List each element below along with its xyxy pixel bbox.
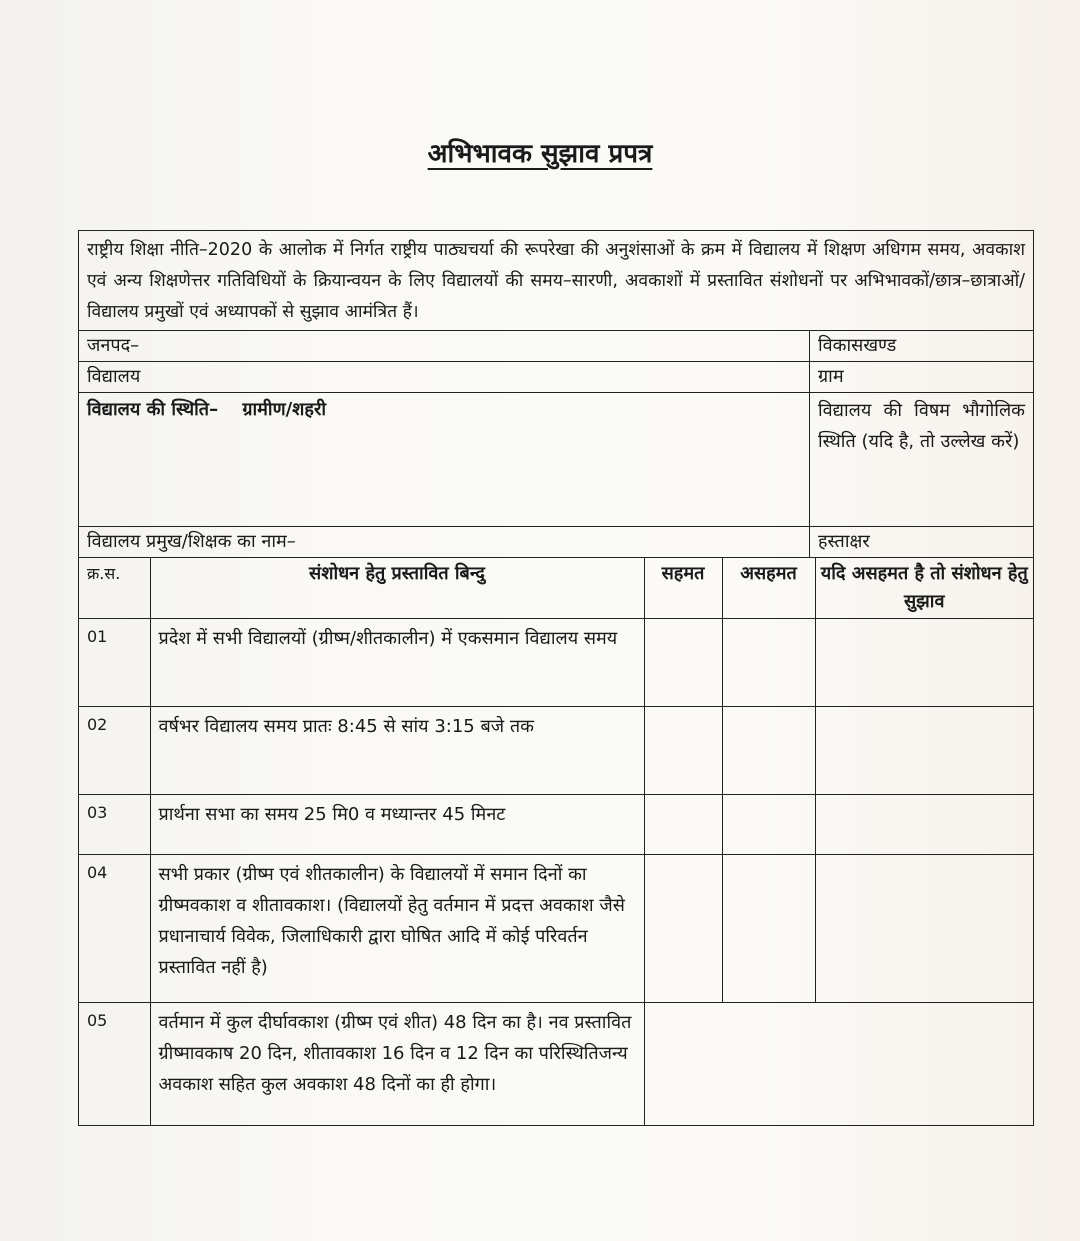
row-point: प्रार्थना सभा का समय 25 मि0 व मध्यान्तर 45 मिनट [150, 795, 644, 855]
row-point: वर्षभर विद्यालय समय प्रातः 8:45 से सांय 3:15 बजे तक [150, 707, 644, 795]
table-row [79, 795, 1033, 855]
school-field[interactable]: विद्यालय [79, 362, 810, 392]
agree-cell[interactable] [644, 855, 722, 1003]
points-table [79, 558, 1033, 1125]
school-status-options: ग्रामीण/शहरी [242, 399, 327, 420]
row-point: सभी प्रकार (ग्रीष्म एवं शीतकालीन) के विद्यालयों में समान दिनों का ग्रीष्मवकाश व शीतावकाश। (विद्यालयों हेतु वर्तमान में प्रदत्त अवकाश जैसे प्रधानाचार्य विवेक, जिलाधिकारी द्वारा घोषित आदि में कोई परिवर्तन प्रस्तावित नहीं है) [150, 855, 644, 1003]
suggestion-cell[interactable] [815, 707, 1033, 795]
table-row [79, 619, 1033, 707]
form-title: अभिभावक सुझाव प्रपत्र [427, 139, 653, 169]
head-name-field[interactable]: विद्यालय प्रमुख/शिक्षक का नाम– [79, 527, 810, 557]
intro-paragraph: राष्ट्रीय शिक्षा नीति–2020 के आलोक में निर्गत राष्ट्रीय पाठ्यचर्या की रूपरेखा की अनुशंसाओं के क्रम में विद्यालय में शिक्षण अधिगम समय, अवकाश एवं अन्य शिक्षणेत्तर गतिविधियों के क्रियान्वयन के लिए विद्यालयों की समय–सारणी, अवकाशों में प्रस्तावित संशोधनों पर अभिभावकों/छात्र–छात्राओं/विद्यालय प्रमुखों एवं अध्यापकों से सुझाव आमंत्रित हैं। [79, 231, 1033, 331]
row-sn: 05 [79, 1003, 150, 1125]
header-agree: सहमत [644, 558, 722, 619]
row-sn: 03 [79, 795, 150, 855]
header-disagree: असहमत [722, 558, 815, 619]
disagree-cell[interactable] [722, 619, 815, 707]
disagree-cell[interactable] [722, 855, 815, 1003]
row-point: वर्तमान में कुल दीर्घावकाश (ग्रीष्म एवं शीत) 48 दिन का है। नव प्रस्तावित ग्रीष्मावकाष 20 दिन, शीतावकाश 16 दिन व 12 दिन का परिस्थितिजन्य अवकाश सहित कुल अवकाश 48 दिनों का ही होगा। [150, 1003, 644, 1125]
table-row [79, 1003, 1033, 1125]
header-sn: क्र.स. [79, 558, 150, 619]
row-sn: 02 [79, 707, 150, 795]
header-point: संशोधन हेतु प्रस्तावित बिन्दु [150, 558, 644, 619]
row-sn: 04 [79, 855, 150, 1003]
header-suggestion: यदि असहमत है तो संशोधन हेतु सुझाव [815, 558, 1033, 619]
agree-cell[interactable] [644, 619, 722, 707]
district-row [79, 331, 1033, 362]
status-row [79, 393, 1033, 527]
agree-cell[interactable] [644, 707, 722, 795]
school-status-label: विद्यालय की स्थिति– [87, 399, 219, 420]
school-row [79, 362, 1033, 393]
suggestion-cell[interactable] [815, 1003, 1033, 1125]
signature-field[interactable]: हस्ताक्षर [818, 531, 870, 552]
agree-cell[interactable] [644, 1003, 722, 1125]
head-row [79, 527, 1033, 558]
suggestion-cell[interactable] [815, 795, 1033, 855]
row-sn: 01 [79, 619, 150, 707]
district-field[interactable]: जनपद– [79, 331, 810, 361]
block-field[interactable]: विकासखण्ड [818, 335, 897, 356]
geography-field[interactable]: विद्यालय की विषम भौगोलिक स्थिति (यदि है, तो उल्लेख करें) [818, 400, 1025, 452]
table-header-row [79, 558, 1033, 619]
row-point: प्रदेश में सभी विद्यालयों (ग्रीष्म/शीतकालीन) में एकसमान विद्यालय समय [150, 619, 644, 707]
suggestion-cell[interactable] [815, 619, 1033, 707]
agree-cell[interactable] [644, 795, 722, 855]
disagree-cell[interactable] [722, 795, 815, 855]
form-frame [78, 230, 1034, 1126]
disagree-cell[interactable] [722, 1003, 815, 1125]
school-status-field[interactable] [79, 393, 810, 526]
village-field[interactable]: ग्राम [818, 366, 844, 387]
table-row [79, 707, 1033, 795]
disagree-cell[interactable] [722, 707, 815, 795]
suggestion-cell[interactable] [815, 855, 1033, 1003]
table-row [79, 855, 1033, 1003]
